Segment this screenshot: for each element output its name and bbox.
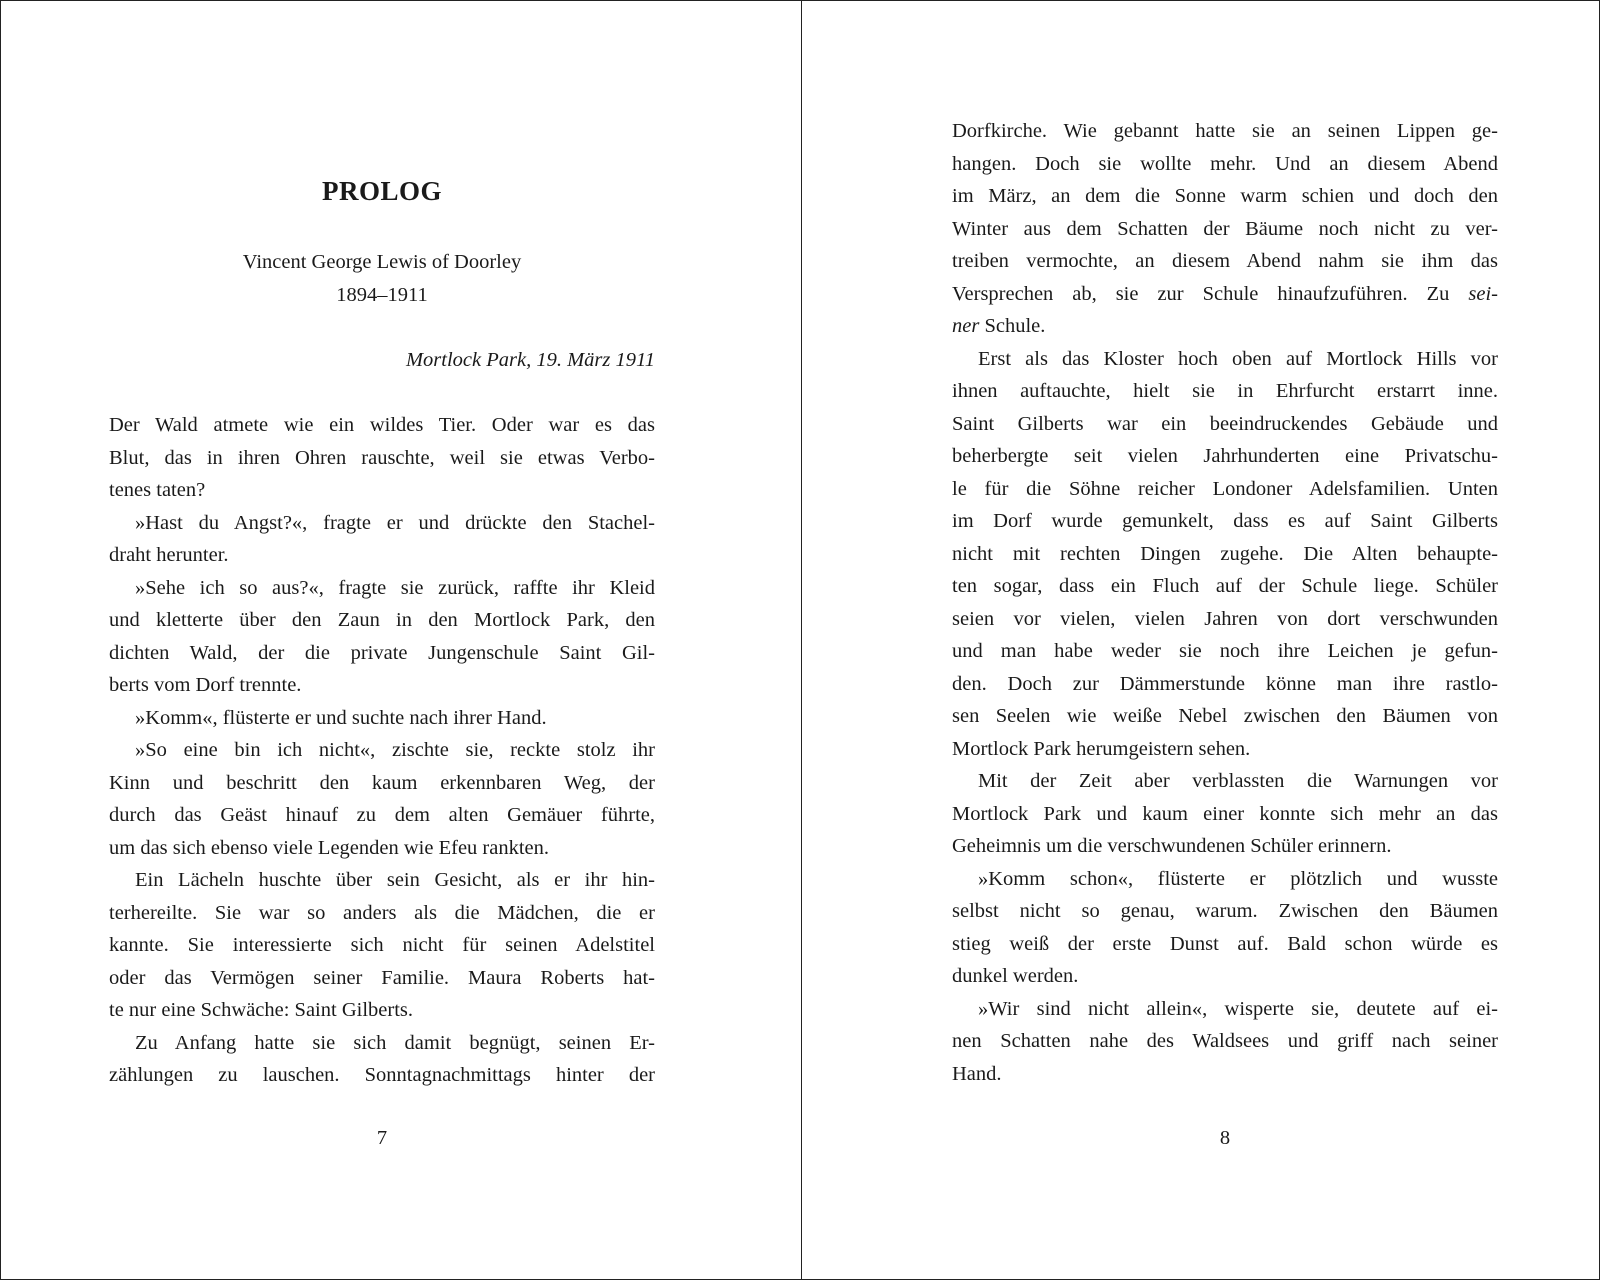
page-number: 8	[1219, 1127, 1231, 1149]
text-line: dichten Wald, der die private Jungenschule Saint Gil-	[109, 641, 655, 664]
text-line: durch das Geäst hinauf zu dem alten Gemäuer führte,	[109, 804, 655, 826]
text-line: le für die Söhne reicher Londoner Adelsfamilien. Unten	[952, 477, 1498, 500]
text-line: um das sich ebenso viele Legenden wie Efeu rankten.	[109, 836, 550, 859]
text-line: Blut, das in ihren Ohren rauschte, weil sie etwas Verbo-	[109, 446, 655, 469]
text-line: und kletterte über den Zaun in den Mortlock Park, den	[109, 609, 655, 631]
text-line: Winter aus dem Schatten der Bäume noch nicht zu ver-	[952, 217, 1498, 240]
text-line: Mortlock Park herumgeistern sehen.	[952, 737, 1251, 760]
text-line: »Komm schon«, flüsterte er plötzlich und wusste	[978, 867, 1498, 890]
text-line: »Wir sind nicht allein«, wisperte sie, deutete auf ei-	[978, 997, 1498, 1020]
text-line	[952, 310, 1498, 343]
text-line: dunkel werden.	[952, 965, 1079, 987]
text-line: Hand.	[952, 1062, 1002, 1085]
text-line: Dorfkirche. Wie gebannt hatte sie an seinen Lippen ge-	[952, 120, 1498, 142]
text-line: Ein Lächeln huschte über sein Gesicht, als er ihr hin-	[135, 869, 655, 891]
text-line	[952, 278, 1498, 311]
text-line: hangen. Doch sie wollte mehr. Und an diesem Abend	[952, 152, 1498, 175]
text-line: Mit der Zeit aber verblassten die Warnungen vor	[978, 770, 1498, 792]
italic-text-run: sei-	[1468, 282, 1498, 305]
text-line: »Komm«, flüsterte er und suchte nach ihrer Hand.	[135, 706, 547, 729]
text-run: Versprechen ab, sie zur Schule hinaufzuführen. Zu	[952, 282, 1469, 305]
text-line: te nur eine Schwäche: Saint Gilberts.	[109, 999, 413, 1021]
text-line: »Sehe ich so aus?«, fragte sie zurück, raffte ihr Kleid	[135, 576, 655, 599]
left-body-text	[109, 409, 655, 1092]
text-line: Zu Anfang hatte sie sich damit begnügt, seinen Er-	[135, 1031, 655, 1054]
text-line: Erst als das Kloster hoch oben auf Mortlock Hills vor	[978, 347, 1498, 370]
text-line: Kinn und beschritt den kaum erkennbaren Weg, der	[109, 771, 655, 794]
subtitle-years: 1894–1911	[336, 284, 428, 306]
text-line: im März, an dem die Sonne warm schien und doch den	[952, 185, 1498, 207]
text-line: »Hast du Angst?«, fragte er und drückte den Stachel-	[135, 511, 655, 534]
text-line: treiben vermochte, an diesem Abend nahm sie ihm das	[952, 250, 1498, 272]
text-line: draht herunter.	[109, 544, 229, 566]
italic-text-run: ner	[952, 315, 980, 337]
text-line: zählungen zu lauschen. Sonntagnachmittags hinter der	[109, 1064, 655, 1086]
text-line: im Dorf wurde gemunkelt, dass es auf Saint Gilberts	[952, 510, 1498, 532]
dateline: Mortlock Park, 19. März 1911	[405, 349, 655, 371]
chapter-subtitle	[109, 246, 655, 312]
text-line: ihnen auftauchte, hielt sie in Ehrfurcht erstarrt inne.	[952, 380, 1498, 402]
text-line: kannte. Sie interessierte sich nicht für seinen Adelstitel	[109, 934, 655, 956]
text-line: tenes taten?	[109, 479, 206, 501]
text-line: berts vom Dorf trennte.	[109, 674, 302, 696]
right-body-text	[952, 115, 1498, 1090]
text-line: Mortlock Park und kaum einer konnte sich mehr an das	[952, 802, 1498, 825]
right-page	[802, 1, 1600, 1279]
text-line: Geheimnis um die verschwundenen Schüler erinnern.	[952, 835, 1392, 857]
text-line: ten sogar, dass ein Fluch auf der Schule liege. Schüler	[952, 575, 1498, 597]
text-line: nicht mit rechten Dingen zugehe. Die Alten behaupte-	[952, 542, 1498, 565]
text-line: beherbergte seit vielen Jahrhunderten eine Privatschu-	[952, 445, 1498, 467]
text-line: terhereilte. Sie war so anders als die Mädchen, die er	[109, 901, 655, 924]
text-line: stieg weiß der erste Dunst auf. Bald schon würde es	[952, 932, 1498, 955]
text-line: nen Schatten nahe des Waldsees und griff nach seiner	[952, 1030, 1498, 1052]
text-line: selbst nicht so genau, warum. Zwischen den Bäumen	[952, 900, 1498, 922]
chapter-title: PROLOG	[321, 176, 442, 206]
text-line: »So eine bin ich nicht«, zischte sie, reckte stolz ihr	[135, 739, 655, 761]
text-line: oder das Vermögen seiner Familie. Maura Roberts hat-	[109, 966, 655, 989]
subtitle-name: Vincent George Lewis of Doorley	[242, 251, 522, 273]
text-line: und man habe weder sie noch ihre Leichen je gefun-	[952, 640, 1498, 662]
text-line: Saint Gilberts war ein beeindruckendes Gebäude und	[952, 412, 1498, 435]
text-line: seien vor vielen, vielen Jahren von dort verschwunden	[952, 607, 1498, 630]
text-line: sen Seelen wie weiße Nebel zwischen den Bäumen von	[952, 705, 1498, 727]
text-line: Der Wald atmete wie ein wildes Tier. Oder war es das	[109, 414, 655, 436]
text-line: den. Doch zur Dämmerstunde könne man ihre rastlo-	[952, 672, 1498, 695]
left-page	[1, 1, 800, 1279]
page-number: 7	[376, 1127, 388, 1149]
text-run: Schule.	[979, 315, 1046, 337]
